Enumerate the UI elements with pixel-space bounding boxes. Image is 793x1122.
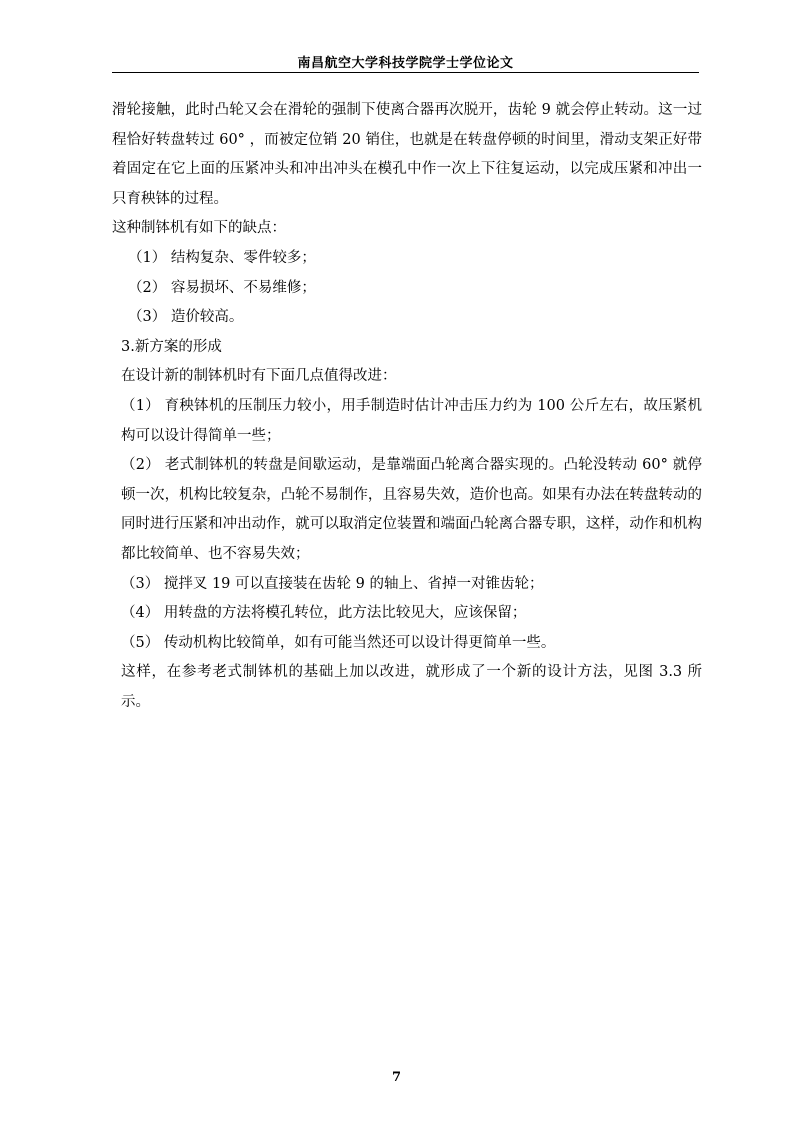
- list-item: （5） 传动机构比较简单，如有可能当然还可以设计得更简单一些。: [121, 634, 556, 651]
- list-item: （1） 结构复杂、零件较多；: [128, 249, 316, 266]
- defects-list: [112, 244, 702, 333]
- list-item: （3） 搅拌叉 19 可以直接装在齿轮 9 的轴上、省掉一对锥齿轮；: [121, 575, 544, 592]
- section-heading: 3.新方案的形成: [121, 338, 222, 355]
- list-item: （2） 容易损坏、不易维修；: [128, 279, 316, 296]
- running-header: 南昌航空大学科技学院学士学位论文: [297, 56, 514, 71]
- list-item: （3） 造价较高。: [128, 309, 244, 326]
- conclusion-paragraph: 这样，在参考老式制钵机的基础上加以改进，就形成了一个新的设计方法，见图 3.3 所示。: [121, 664, 702, 710]
- list-item: （1） 育秧钵机的压制压力较小，用手制造时估计冲击压力约为 100 公斤左右，故压紧机构可以设计得简单一些；: [121, 397, 702, 444]
- list-item: （2） 老式制钵机的转盘是间歇运动，是靠端面凸轮离合器实现的。凸轮没转动 60° 就停顿一次，机构比较复杂，凸轮不易制作，且容易失效，造价也高。如果有办法在转盘转动的同时进行压紧和冲出动作，就可以取消定位装置和端面凸轮离合器专职，这样，动作和机构都比较简单、也不容易失效；: [121, 457, 702, 562]
- header-divider: [112, 72, 699, 73]
- main-text: [112, 96, 702, 717]
- improvements-list: [112, 392, 702, 658]
- list-item: （4） 用转盘的方法将模孔转位，此方法比较见大，应该保留；: [121, 605, 527, 622]
- paragraph-continuation: 滑轮接触，此时凸轮又会在滑轮的强制下使离合器再次脱开，齿轮 9 就会停止转动。这一过程恰好转盘转过 60° ，而被定位销 20 销住，也就是在转盘停顿的时间里，滑动支架正好带着固定在它上面的压紧冲头和冲出冲头在模孔中作一次上下往复运动，以完成压紧和冲出一只育秧钵的过程。: [112, 102, 702, 207]
- page-number: 7: [391, 1070, 402, 1085]
- paragraph-defects-intro: 这种制钵机有如下的缺点：: [112, 220, 286, 237]
- section-intro: 在设计新的制钵机时有下面几点值得改进：: [121, 368, 397, 385]
